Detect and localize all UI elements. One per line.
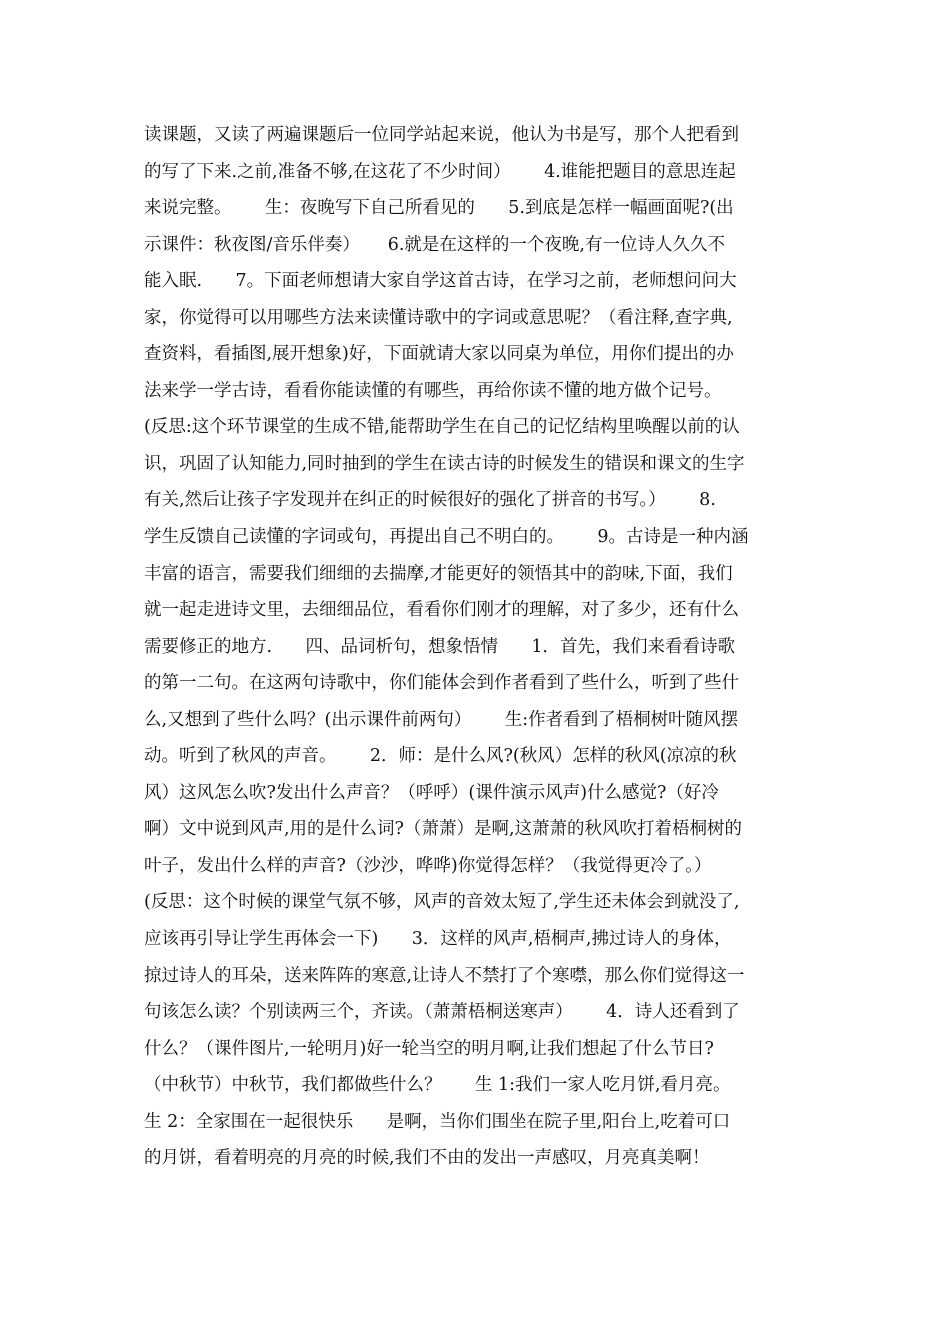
text-line: 读课题，又读了两遍课题后一位同学站起来说，他认为书是写，那个人把看到 [144,125,739,145]
text-line: 风）这风怎么吹?发出什么声音？（呼呼）(课件演示风声)什么感觉?（好冷 [144,782,719,803]
text-line: 查资料，看插图,展开想象)好，下面就请大家以同桌为单位，用你们提出的办 [144,344,734,365]
text-line: 法来学一学古诗，看看你能读懂的有哪些，再给你读不懂的地方做个记号。 [144,380,722,401]
text-line: 什么？（课件图片,一轮明月)好一轮当空的明月啊,让我们想起了什么节日? [144,1038,714,1059]
text-line: 就一起走进诗文里，去细细品位，看看你们刚才的理解，对了多少，还有什么 [144,600,739,621]
text-line: (反思：这个时候的课堂气氛不够，风声的音效太短了,学生还未体会到就没了, [144,892,740,913]
text-line: （中秋节）中秋节，我们都做些什么？ 生 1:我们一家人吃月饼,看月亮。 [144,1075,731,1096]
text-line: 啊）文中说到风声,用的是什么词?（萧萧）是啊,这萧萧的秋风吹打着梧桐树的 [144,819,743,840]
text-line: 家，你觉得可以用哪些方法来读懂诗歌中的字词或意思呢？（看注释,查字典, [144,307,733,328]
text-line: 有关,然后让孩子字发现并在纠正的时候很好的强化了拼音的书写。） 8. [144,490,716,511]
text-line: 识，巩固了认知能力,同时抽到的学生在读古诗的时候发生的错误和课文的生字 [144,453,745,474]
text-line: 的第一二句。在这两句诗歌中，你们能体会到作者看到了些什么，听到了些什 [144,673,739,694]
text-line: 的月饼，看着明亮的月亮的时候,我们不由的发出一声感叹，月亮真美啊！ [144,1148,710,1169]
text-line: 句该怎么读？个别读两三个，齐读。（萧萧梧桐送寒声） 4．诗人还看到了 [144,1002,740,1023]
text-line: 动。听到了秋风的声音。 2．师：是什么风?(秋风）怎样的秋风(凉凉的秋 [144,746,737,767]
text-line: 需要修正的地方. 四、品词析句，想象悟情 1．首先，我们来看看诗歌 [144,636,735,657]
text-line: 能入眠. 7。下面老师想请大家自学这首古诗，在学习之前，老师想问问大 [144,271,737,292]
text-line: 生 2：全家围在一起很快乐 是啊，当你们围坐在院子里,阳台上,吃着可口 [144,1111,731,1132]
text-line: 么,又想到了些什么吗？(出示课件前两句） 生:作者看到了梧桐树叶随风摆 [144,709,739,730]
text-line: 来说完整。 生：夜晚写下自己所看见的 5.到底是怎样一幅画面呢?(出 [144,198,734,219]
text-line: 叶子，发出什么样的声音?（沙沙，哗哗)你觉得怎样？（我觉得更冷了。） [144,855,712,876]
text-line: 应该再引导让学生再体会一下) 3．这样的风声,梧桐声,拂过诗人的身体， [144,929,732,950]
text-line: 丰富的语言，需要我们细细的去揣摩,才能更好的领悟其中的韵味,下面，我们 [144,563,733,584]
text-line: 掠过诗人的耳朵，送来阵阵的寒意,让诗人不禁打了个寒噤，那么你们觉得这一 [144,965,745,986]
text-line: 示课件：秋夜图/音乐伴奏） 6.就是在这样的一个夜晚,有一位诗人久久不 [144,234,725,255]
document-body [144,117,812,1177]
text-line: (反思:这个环节课堂的生成不错,能帮助学生在自己的记忆结构里唤醒以前的认 [144,417,740,438]
text-line: 的写了下来.之前,准备不够,在这花了不少时间） 4.谁能把题目的意思连起 [144,161,736,182]
text-line: 学生反馈自己读懂的字词或句，再提出自己不明白的。 9。古诗是一种内涵 [144,527,749,548]
